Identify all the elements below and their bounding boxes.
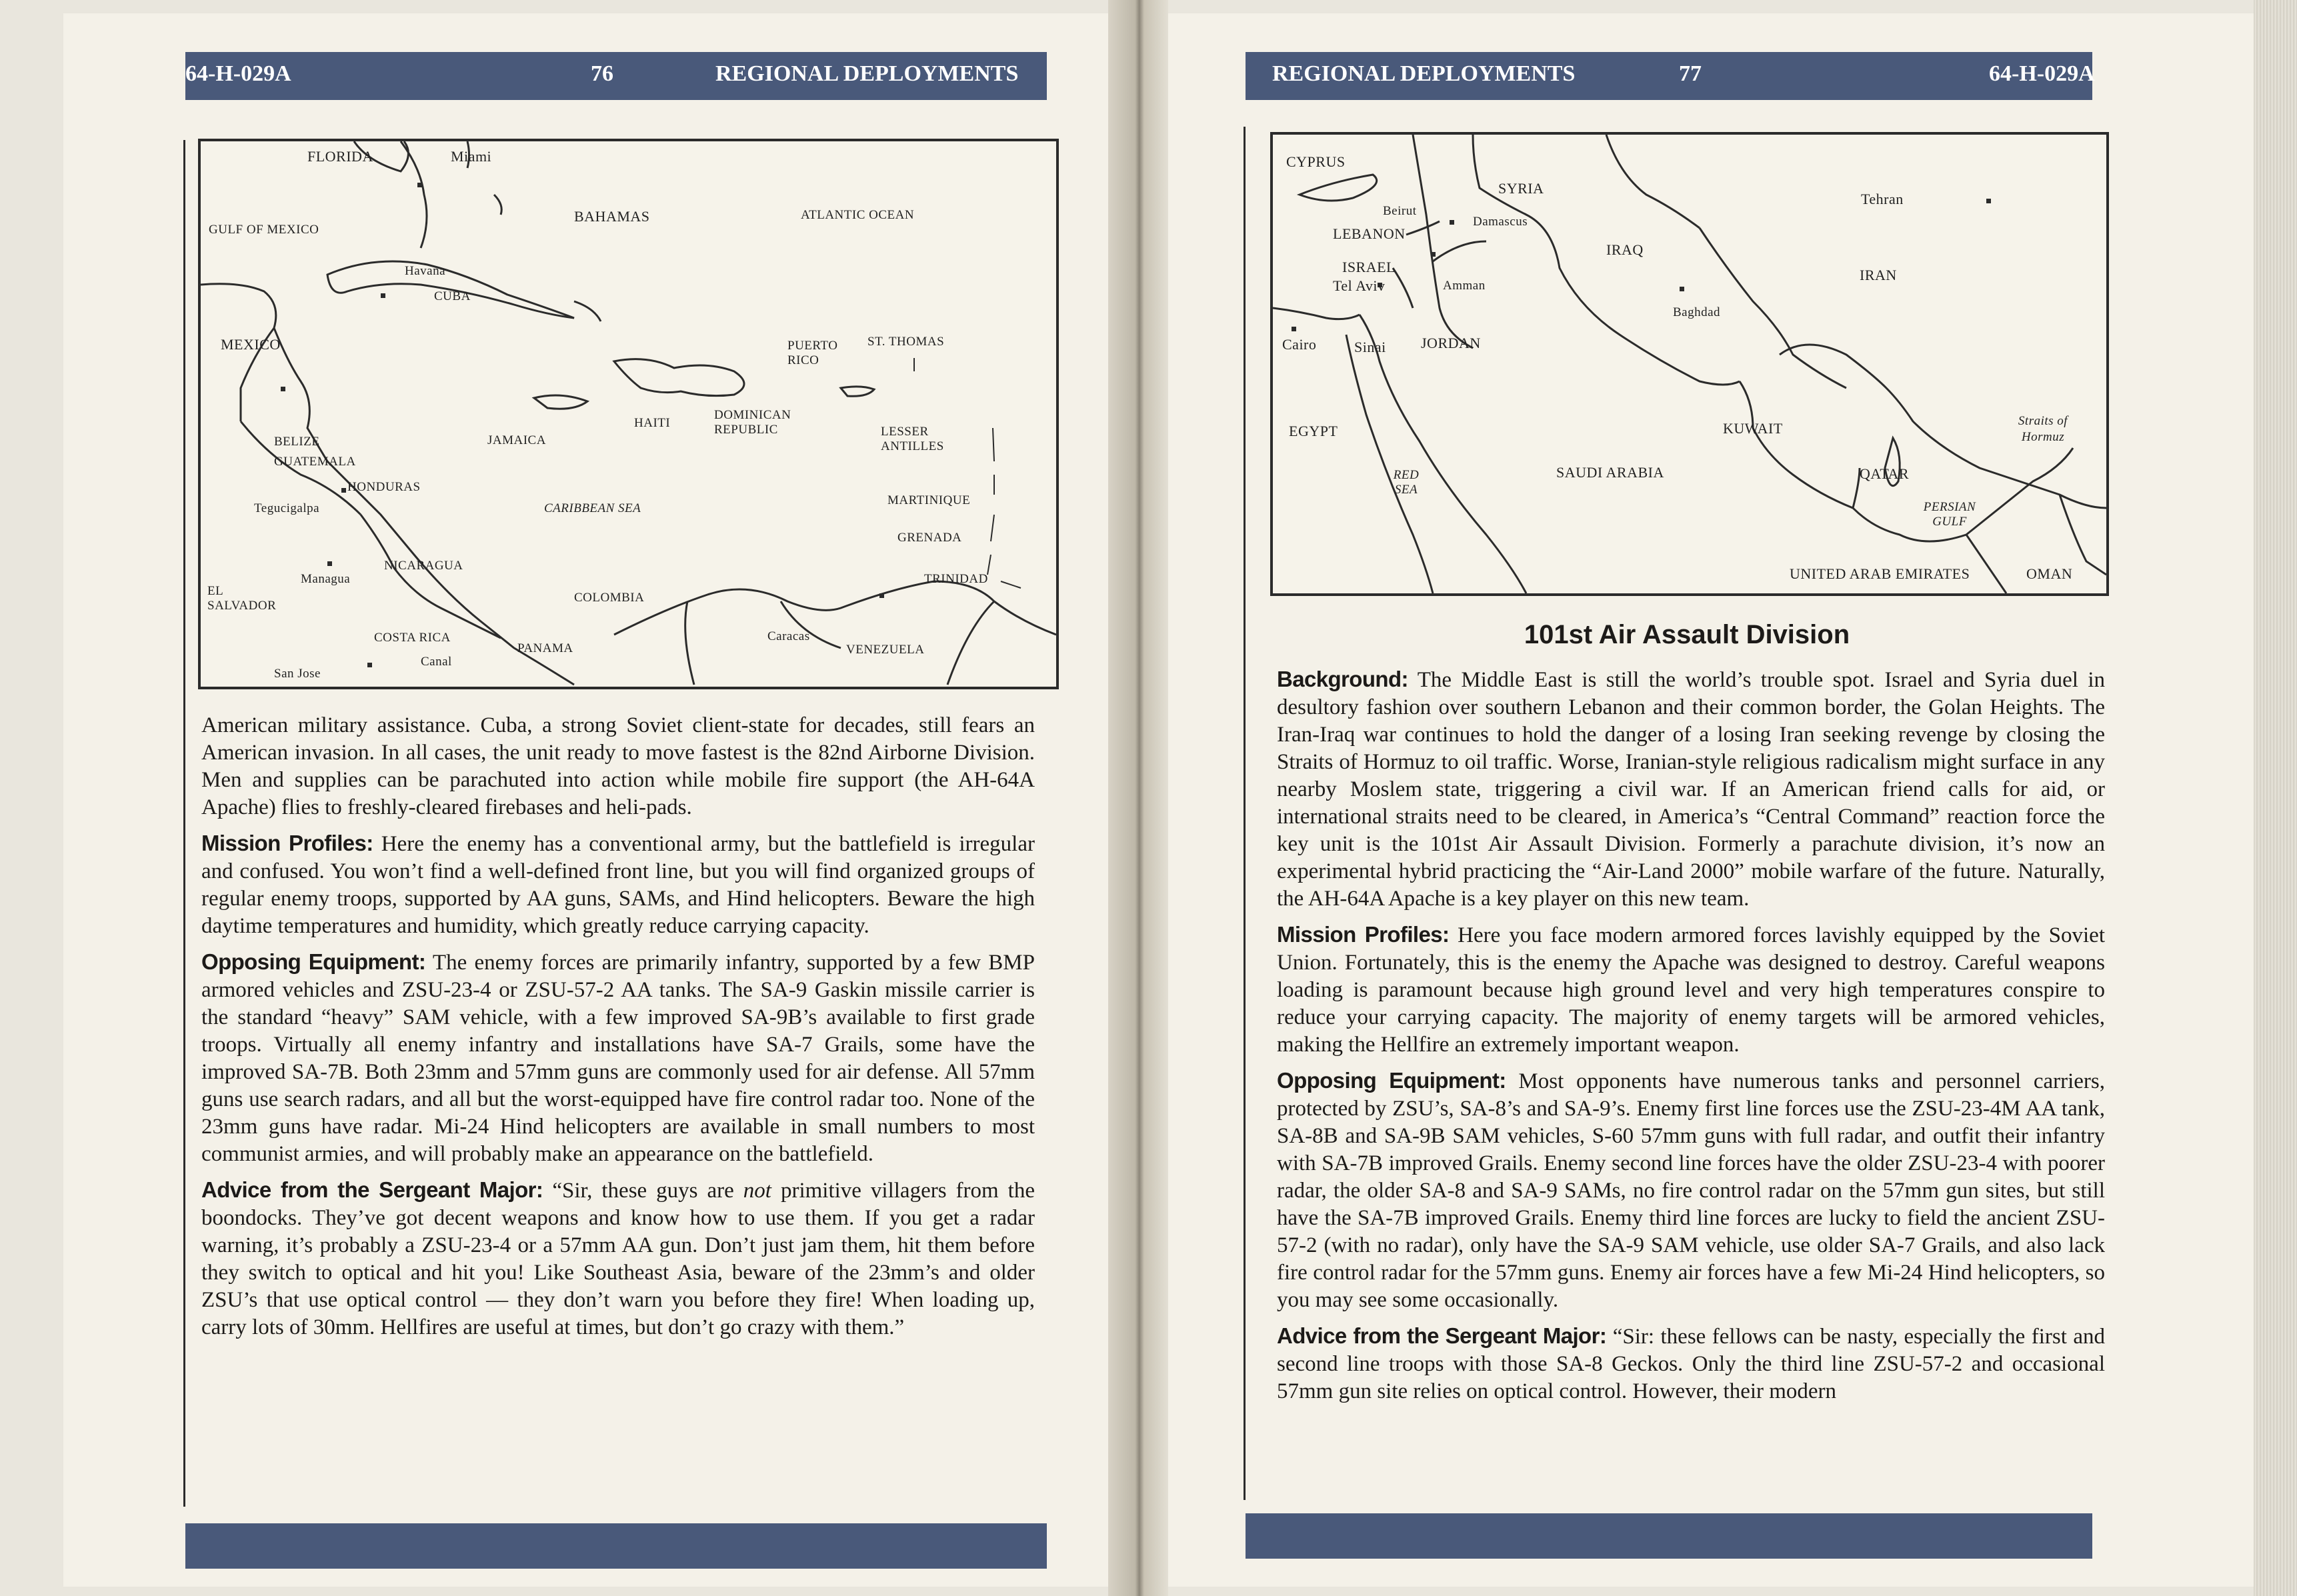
map-label-qatar: QATAR [1860,465,1910,482]
map-label-san-jose: San Jose [274,667,321,681]
opposing-equipment-paragraph [201,948,1035,1168]
map-label-colombia: COLOMBIA [574,591,645,605]
map-label-damascus: Damascus [1473,215,1528,229]
right-margin-rule [1244,127,1246,1500]
map-label-iraq: IRAQ [1606,241,1644,258]
advice-label: Advice from the Sergeant Major: [1277,1323,1607,1348]
mission-profiles-label: Mission Profiles: [1277,922,1450,947]
map-label-honduras: HONDURAS [347,480,421,494]
map-label-persian-gulf: PERSIAN GULF [1923,500,1976,529]
map-label-caracas: Caracas [767,629,810,643]
advice-text-end: primitive villagers from the boondocks. They’ve got decent weapons and know how to use them. If you get a radar warning, it’s probably a ZSU-23-4 or a 57mm AA gun. Don’t just jam them, hit them before they switch to optical and hit you! Like Southeast Asia, beware of the 23mm’s and older ZSU’s that use optical control — they don’t warn you before they fire! When loading up, carry lots of 30mm. Hellfires are useful at times, but don’t go crazy with them.” [201,1179,1035,1339]
map-label-bahamas: BAHAMAS [574,208,650,225]
map-label-egypt: EGYPT [1289,423,1338,439]
mission-profiles-label: Mission Profiles: [201,831,373,855]
map-label-amman: Amman [1443,279,1486,293]
map-label-red-sea: RED SEA [1393,468,1420,497]
map-label-saudi-arabia: SAUDI ARABIA [1556,464,1664,481]
map-label-tegucigalpa: Tegucigalpa [254,501,320,515]
mission-profiles-text: Here you face modern armored forces lavishly equipped by the Soviet Union. Fortunately, this is the enemy the Apache was designed to destroy. Careful weapons loading is paramount because high ground level and very high temperatures conspire to reduce your carrying capacity. The majority of enemy targets will be armored vehicles, making the Hellfire an extremely important weapon. [1277,923,2105,1057]
background-text: The Middle East is still the world’s trouble spot. Israel and Syria duel in desultory fashion over southern Lebanon and their common border, the Golan Heights. The Iran-Iraq war continues to hold the danger of a losing Iran seeking revenge by closing the Straits of Hormuz to oil traffic. Worse, Iranian-style religious radicalism might surface in any nearby Moslem state, triggering a civil war. If an American friend calls for aid, or international straits need to be cleared, in America’s “Central Command” reaction force the key unit is the 101st Air Assault Division. Formerly a parachute division, it’s now an experimental hybrid practicing the “Air-Land 2000” mobile warfare of the future. Naturally, the AH-64A Apache is a key player on this new team. [1277,668,2105,911]
map-label-uae: UNITED ARAB EMIRATES [1790,565,1970,582]
map-label-costa-rica: COSTA RICA [374,631,451,645]
map-label-tel-aviv: Tel Aviv [1333,277,1386,294]
advice-emphasis: not [743,1179,771,1203]
advice-text: “Sir: these fellows can be nasty, especially the first and second line troops with those SA-8 Geckos. Only the third line ZSU-57-2 and occasional 57mm gun site relies on optical control. However, their modern [1277,1325,2106,1403]
left-page-footer-bar [185,1523,1047,1569]
map-label-nicaragua: NICARAGUA [384,559,463,573]
map-label-jordan: JORDAN [1421,335,1481,351]
doc-code: 64-H-029A [1989,61,2095,86]
background-label: Background: [1277,667,1408,691]
map-label-st-thomas: ST. THOMAS [867,335,945,349]
map-label-mexico: MEXICO [221,336,281,353]
page-edge [2254,0,2297,1596]
doc-code: 64-H-029A [185,61,291,86]
map-label-trinidad: TRINIDAD [924,572,988,586]
map-label-cairo: Cairo [1282,336,1317,353]
advice-paragraph [1277,1322,2105,1405]
opposing-equipment-text: Most opponents have numerous tanks and personnel carriers, protected by ZSU’s, SA-8’s and SA-9’s. Enemy first line forces use the ZSU-23-4M AA tank, SA-8B and SA-9B SAM vehicles, S-60 57mm guns with full radar, and outfit their infantry with SA-7B improved Grails. Enemy second line forces have the older ZSU-23-4 with poorer radar, the older SA-8 and SA-9 SAMs, no fire control radar on the 57mm gun sites, but still have the SA-7B improved Grails. Enemy third line forces are lucky to field the ancient ZSU-57-2 (with no radar), only have the SA-9 SAM vehicle, use older SA-7 Grails, and also lack fire control radar for the 57mm guns. Enemy air forces have a few Mi-24 Hind helicopters, so you may see some occasionally. [1277,1069,2105,1312]
map-label-grenada: GRENADA [897,531,962,545]
intro-paragraph: American military assistance. Cuba, a strong Soviet client-state for decades, still fears an American invasion. In all cases, the unit ready to move fastest is the 82nd Airborne Division. Men and supplies can be parachuted into action while mobile fire support (the AH-64A Apache) flies to freshly-cleared firebases and heli-pads. [201,713,1035,819]
map-label-straits-of-hormuz: Straits of Hormuz [2018,414,2068,444]
page-number: 76 [591,61,613,86]
map-label-havana: Havana [405,264,446,278]
map-label-israel: ISRAEL [1342,259,1396,275]
book-gutter [1108,0,1168,1596]
opposing-equipment-label: Opposing Equipment: [1277,1068,1506,1093]
map-label-puerto-rico: PUERTO RICO [787,339,838,367]
mission-profiles-paragraph [201,829,1035,940]
map-label-gulf-of-mexico: GULF OF MEXICO [209,223,319,237]
map-label-caribbean-sea: CARIBBEAN SEA [544,501,641,515]
map-label-haiti: HAITI [634,416,671,430]
section-heading: 101st Air Assault Division [1524,620,1850,649]
map-label-sinai: Sinai [1354,339,1386,355]
map-label-kuwait: KUWAIT [1723,420,1783,437]
map-label-atlantic-ocean: ATLANTIC OCEAN [801,208,915,222]
opposing-equipment-paragraph [1277,1067,2105,1314]
advice-paragraph [201,1176,1035,1341]
map-label-canal: Canal [421,655,452,669]
map-label-jamaica: JAMAICA [487,433,546,447]
map-label-tehran: Tehran [1861,191,1904,207]
section-title: REGIONAL DEPLOYMENTS [715,61,1019,86]
section-title: REGIONAL DEPLOYMENTS [1272,61,1576,86]
map-label-iran: IRAN [1860,267,1897,283]
map-label-beirut: Beirut [1383,204,1417,218]
map-label-venezuela: VENEZUELA [846,643,925,657]
page-number: 77 [1679,61,1702,86]
mission-profiles-paragraph [1277,921,2105,1059]
map-label-guatemala: GUATEMALA [274,455,356,469]
advice-label: Advice from the Sergeant Major: [201,1177,543,1202]
map-label-syria: SYRIA [1498,180,1544,197]
map-label-panama: PANAMA [517,641,573,655]
right-page-footer-bar [1246,1513,2092,1559]
map-label-lebanon: LEBANON [1333,225,1406,242]
advice-text-start: “Sir, these guys are [552,1179,743,1203]
map-label-lesser-antilles: LESSER ANTILLES [881,425,944,453]
map-label-martinique: MARTINIQUE [887,493,971,507]
left-margin-rule [183,140,185,1507]
map-label-oman: OMAN [2026,565,2073,582]
map-label-cuba: CUBA [434,289,471,303]
middle-east-map [1270,132,2109,596]
caribbean-map [198,139,1059,689]
map-label-managua: Managua [301,572,351,586]
map-label-el-salvador: EL SALVADOR [207,584,277,613]
opposing-equipment-text: The enemy forces are primarily infantry, supported by a few BMP armored vehicles and ZSU-23-4 or ZSU-57-2 AA tanks. The SA-9 Gaskin missile carrier is the standard “heavy” SAM vehicle, with a few improved SA-9B’s available to first grade troops. Virtually all enemy infantry and installations have SA-7 Grails, some have the improved SA-7B. Both 23mm and 57mm guns are commonly used for air defense. All 57mm guns use search radars, and all but the worst-equipped have fire control radar too. None of the 23mm guns have radar. Mi-24 Hind helicopters are available in small numbers to most communist armies, and will probably make an appearance on the battlefield. [201,951,1035,1166]
map-label-miami: Miami [451,148,492,165]
map-label-dominican-republic: DOMINICAN REPUBLIC [714,408,791,437]
right-page-header [1246,52,2095,100]
mission-profiles-text: Here the enemy has a conventional army, but the battlefield is irregular and confused. You won’t find a well-defined front line, but you will find organized groups of regular enemy troops, supported by AA guns, SAMs, and Hind helicopters. Beware the high daytime temperatures and humidity, which greatly reduce carrying capacity. [201,832,1035,938]
background-paragraph [1277,665,2105,913]
opposing-equipment-label: Opposing Equipment: [201,949,426,974]
right-page-body [1277,665,2105,1413]
map-label-cyprus: CYPRUS [1286,153,1346,170]
map-label-florida: FLORIDA [307,148,373,165]
map-label-belize: BELIZE [274,435,320,449]
left-page-body [201,712,1035,1349]
map-label-baghdad: Baghdad [1673,305,1721,319]
